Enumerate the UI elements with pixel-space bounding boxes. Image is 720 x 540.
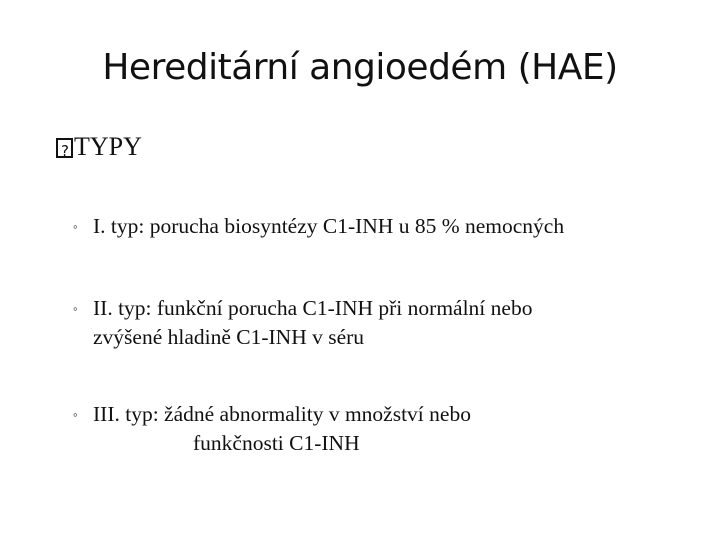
bullet-text-continuation: zvýšené hladině C1-INH v séru xyxy=(93,325,365,349)
missing-glyph-icon xyxy=(56,138,73,158)
bullet-text: I. typ: porucha biosyntézy C1-INH u 85 % nemocných xyxy=(93,214,565,238)
slide-title: Hereditární angioedém (HAE) xyxy=(102,47,618,88)
section-heading xyxy=(56,130,142,164)
bullet-marker-icon: ◦ xyxy=(73,407,78,422)
bullet-text: II. typ: funkční porucha C1-INH při normální nebo xyxy=(93,296,533,320)
bullet-item-type-1 xyxy=(73,212,564,241)
bullet-text: III. typ: žádné abnormality v množství nebo xyxy=(93,402,471,426)
bullet-marker-icon: ◦ xyxy=(73,301,78,316)
bullet-marker-icon: ◦ xyxy=(73,219,78,234)
section-heading-label: TYPY xyxy=(74,132,142,161)
bullet-item-type-2 xyxy=(73,294,532,351)
bullet-item-type-3 xyxy=(73,400,471,457)
bullet-text-continuation: funkčnosti C1-INH xyxy=(193,431,360,455)
